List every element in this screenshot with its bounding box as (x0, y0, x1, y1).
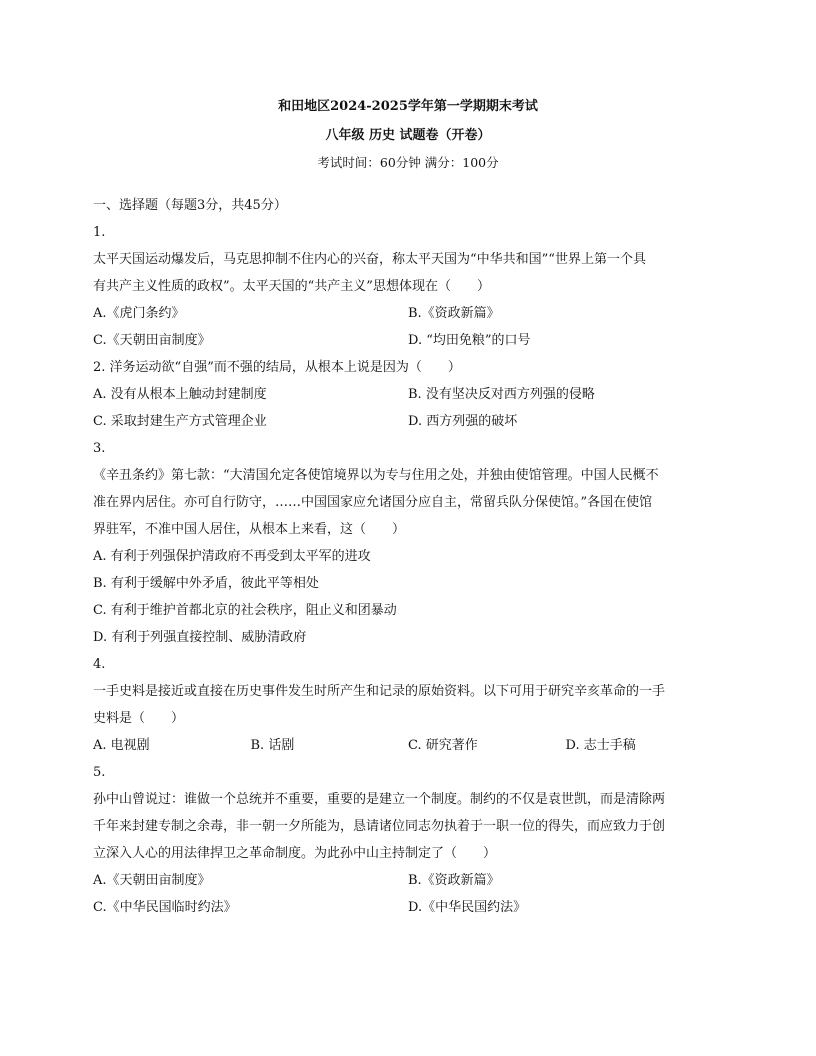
option-c[interactable]: C. 有利于维护首都北京的社会秩序，阻止义和团暴动 (93, 603, 397, 618)
option-d[interactable]: D. “均田免粮”的口号 (408, 333, 531, 348)
option-d[interactable]: D. 西方列强的破坏 (408, 414, 518, 429)
option-b[interactable]: B.《资政新篇》 (408, 873, 500, 888)
question-stem-line: 太平天国运动爆发后，马克思抑制不住内心的兴奋，称太平天国为“中华共和国”“世界上第一个具 (93, 252, 646, 267)
option-b[interactable]: B. 没有坚决反对西方列强的侵略 (408, 387, 595, 402)
exam-subtitle: 八年级 历史 试题卷（开卷） (325, 128, 491, 143)
question-number: 4. (93, 657, 106, 672)
option-row (93, 408, 723, 435)
question-stem-line: 一手史料是接近或直接在历史事件发生时所产生和记录的原始资料。以下可用于研究辛亥革命的一手 (93, 684, 666, 699)
option-a[interactable]: A. 电视剧 (93, 738, 150, 753)
option-d[interactable]: D.《中华民国约法》 (408, 900, 527, 915)
question-stem-line: 孙中山曾说过：谁做一个总统并不重要，重要的是建立一个制度。制约的不仅是袁世凯，而是清除两 (93, 792, 666, 807)
exam-title: 和田地区2024-2025学年第一学期期末考试 (278, 99, 538, 114)
option-row (93, 327, 723, 354)
option-a[interactable]: A. 有利于列强保护清政府不再受到太平军的进攻 (93, 549, 371, 564)
option-a[interactable]: A. 没有从根本上触动封建制度 (93, 387, 267, 402)
option-c[interactable]: C. 采取封建生产方式管理企业 (93, 414, 267, 429)
question-number: 1. (93, 225, 106, 240)
question-number: 2. (93, 360, 106, 375)
question-3 (93, 435, 723, 651)
option-c[interactable]: C.《天朝田亩制度》 (93, 333, 211, 348)
option-row (93, 381, 723, 408)
question-5 (93, 759, 723, 921)
question-stem-line (93, 354, 723, 381)
option-a[interactable]: A.《天朝田亩制度》 (93, 873, 211, 888)
question-1 (93, 219, 723, 354)
option-b[interactable]: B. 话剧 (250, 738, 295, 753)
question-stem-line: 立深入人心的用法律捍卫之革命制度。为此孙中山主持制定了（ ） (93, 846, 497, 861)
option-row (93, 894, 723, 921)
option-row (93, 300, 723, 327)
exam-content (93, 192, 723, 921)
section-title: 一、选择题（每题3分，共45分） (93, 198, 287, 213)
option-b[interactable]: B.《资政新篇》 (408, 306, 500, 321)
option-d[interactable]: D. 志士手稿 (565, 738, 636, 753)
option-c[interactable]: C. 研究著作 (408, 738, 478, 753)
option-a[interactable]: A.《虎门条约》 (93, 306, 185, 321)
question-number: 5. (93, 765, 106, 780)
option-c[interactable]: C.《中华民国临时约法》 (93, 900, 237, 915)
question-stem-line: 有共产主义性质的政权”。太平天国的“共产主义”思想体现在（ ） (93, 279, 490, 294)
question-stem-line: 准在界内居住。亦可自行防守，……中国国家应允诸国分应自主，常留兵队分保使馆。”各国在使馆 (93, 495, 653, 510)
question-4 (93, 651, 723, 759)
question-stem-line: 界驻军，不准中国人居住，从根本上来看，这（ ） (93, 522, 406, 537)
exam-info: 考试时间：60分钟 满分：100分 (317, 155, 499, 170)
question-stem: 洋务运动欲“自强”而不强的结局，从根本上说是因为（ ） (109, 360, 461, 375)
question-stem-line: 《辛丑条约》第七款：“大清国允定各使馆境界以为专与住用之处，并独由使馆管理。中国人民概不 (93, 468, 659, 483)
question-2 (93, 354, 723, 435)
question-number: 3. (93, 441, 106, 456)
option-row (93, 867, 723, 894)
question-stem-line: 史料是（ ） (93, 711, 185, 726)
option-row (93, 732, 723, 759)
option-b[interactable]: B. 有利于缓解中外矛盾，彼此平等相处 (93, 576, 319, 591)
option-d[interactable]: D. 有利于列强直接控制、威胁清政府 (93, 630, 307, 645)
question-stem-line: 千年来封建专制之余毒，非一朝一夕所能为，恳请诸位同志勿执着于一职一位的得失，而应致力于创 (93, 819, 666, 834)
